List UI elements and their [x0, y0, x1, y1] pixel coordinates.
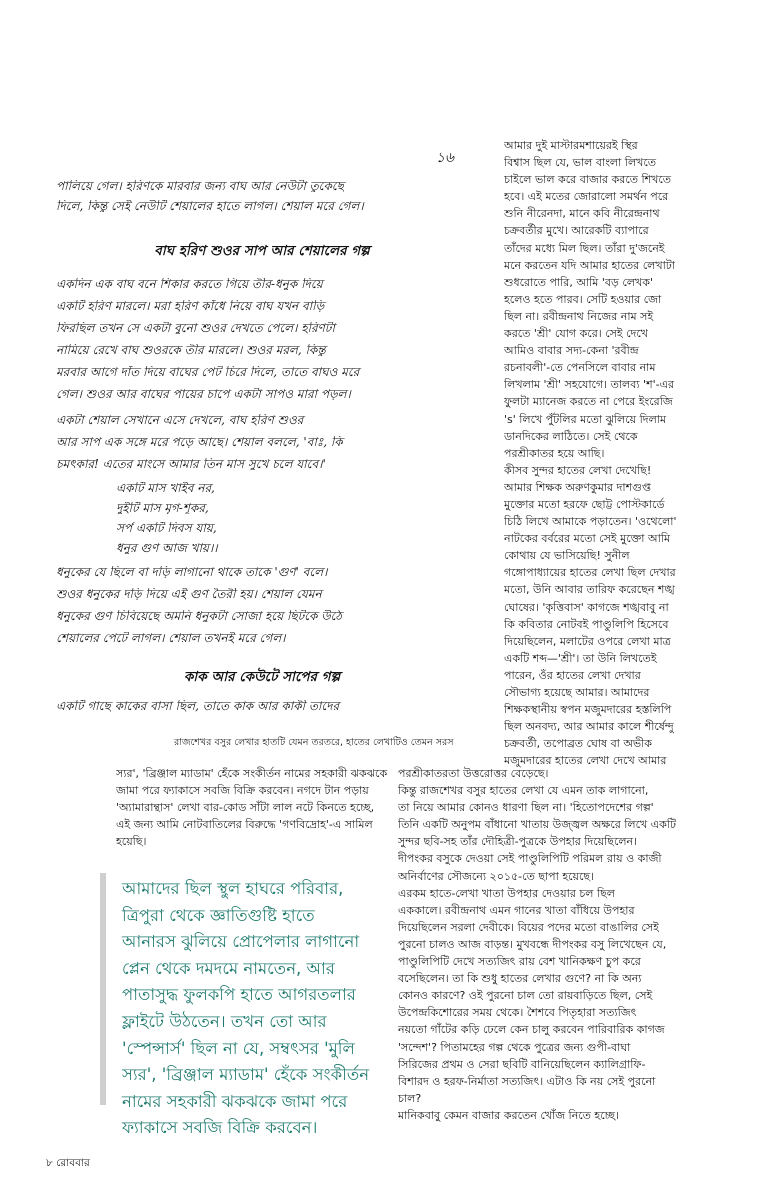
text-line: শিক্ষকস্থানীয় স্বপন মজুমদারের হস্তলিপি: [504, 703, 672, 717]
image-caption: রাজশেখর বসুর লেখার হাতটি যেমন তরতরে, হাতের লেখাটিও তেমন সরস: [174, 737, 454, 748]
text-line: মনে করতেন যদি আমার হাতের লেখাটা: [504, 258, 675, 272]
manuscript-line: একটি গাছে কাকের বাসা ছিল, তাতে কাক আর কাকী তাদের: [56, 700, 340, 712]
text-line: আমার দুই মাস্টারমশায়েরই স্থির: [504, 139, 638, 152]
text-line: উপেন্দ্রকিশোরের সময় থেকে। শৈশবে পিতৃহারা সত্যজিৎ: [398, 1006, 637, 1020]
text-line: গঙ্গোপাধ্যায়ের হাতের লেখা ছিল দেখার: [504, 566, 676, 580]
manuscript-verse-line: দুইটি মাস মৃগ-শূকর,: [116, 502, 209, 514]
text-line: মানিকবাবু কেমন বাজার করতেন খোঁজ নিতে হচ্ছে।: [398, 1108, 619, 1122]
text-line: 'সন্দেশ'? পিতামহের গল্প থেকে পুত্রের জন্য গুপী-বাঘা: [398, 1040, 631, 1054]
text-line: মুক্তোর মতো হরফে ছোট্ট পোস্টকার্ডে: [504, 497, 665, 511]
text-line: সৌভাগ্য হয়েছে আমার। আমাদের: [504, 686, 650, 699]
text-line: ডানদিকের লাঠিতে। সেই থেকে: [504, 429, 638, 443]
text-line: চাইলে ভাল করে বাজার করতে শিখতে: [504, 173, 672, 187]
text-line: আমার শিক্ষক অরুণকুমার দাশগুপ্ত: [504, 480, 651, 494]
text-line: চক্রবর্তীর মুখে। আরেকটি ব্যাপারে: [504, 224, 649, 238]
text-line: পরশ্রীকাতরতা উত্তরোত্তর বেড়েছে।: [398, 767, 549, 780]
text-line: হলেও হতে পারব। সেটি হওয়ার জো: [504, 292, 662, 306]
pull-quote-line: ফ্যাকাসে সবজি বিক্রি করবেন।: [122, 1118, 318, 1138]
text-line: কোনও কারণে? ওই পুরনো চাল তো রায়বাড়িতে ছিল, সেই: [398, 989, 653, 1003]
text-line: সিরিজের প্রথম ও সেরা ছবিটি বানিয়েছিলেন ক্যালিগ্রাফি-: [398, 1057, 646, 1071]
manuscript-line: একটি হরিণ মারলে। মরা হরিণ কাঁধে নিয়ে বাঘ যখন বাড়ি: [56, 300, 325, 312]
text-line: নাটকের বর্বরের মতো সেই মুক্তো আমি: [504, 532, 671, 546]
text-line: ঘোষের। 'কৃত্তিবাস' কাগজে শঙ্খবাবু না: [504, 600, 669, 614]
text-line: শুনি নীরেনদা, মানে কবি নীরেন্দ্রনাথ: [504, 207, 660, 221]
manuscript-line: নামিয়ে রেখে বাঘ শুওরকে তীর মারলে। শুওর মরল, কিন্তু: [56, 344, 326, 356]
pull-quote-line: আমাদের ছিল স্থুল হাঘরে পরিবার,: [122, 879, 344, 898]
text-line: পরশ্রীকাতর হয়ে আছি।: [504, 446, 605, 460]
text-line: চক্রবর্তী, তপোব্রত ঘোষ বা অভীক: [504, 737, 652, 751]
text-line: ছিল অনবদ্য, আর আমার কালে শীর্ষেন্দু: [504, 720, 674, 734]
manuscript-line: দিলে, কিন্তু সেই নেউটি শেয়ালের হাতে লাগল। শেয়াল মরে গেল।: [56, 200, 364, 212]
manuscript-line: একদিন এক বাঘ বনে শিকার করতে গিয়ে তীর-ধনুক দিয়ে: [56, 278, 323, 290]
text-line: স্যর', 'ব্রিঞ্জাল ম্যাডাম' হেঁকে সংকীর্তন নামের সহকারী ঝকঝকে: [116, 767, 388, 780]
text-line: মতো, উনি আবার তারিফ করেছেন শঙ্খ: [504, 583, 675, 597]
text-line: এককালে। রবীন্দ্রনাথ এমন গানের খাতা বাঁধিয়ে উপহার: [398, 903, 635, 917]
text-line: হয়েছি।: [116, 835, 147, 849]
text-line: অনির্বাণের সৌজন্যে ২০১৫-তে ছাপা হয়েছে।: [398, 869, 595, 883]
manuscript-line: আর সাপ এক সঙ্গে মরে পড়ে আছে। শেয়াল বললে, 'বাঃ, কি: [56, 436, 343, 448]
text-line: দীপংকর বসুকে দেওয়া সেই পাণ্ডুলিপিটি পরিমল রায় ও কাজী: [398, 852, 662, 866]
text-line: বিশ্বাস ছিল যে, ভাল বাংলা লিখতে: [504, 156, 657, 170]
manuscript-verse-line: একটি মাস খাইব নর,: [116, 482, 215, 494]
text-line: এই জন্য আমি নোটবাতিলের বিরুদ্ধে 'গণবিদ্রোহ'-এ সামিল: [116, 818, 373, 832]
text-line: হবে। এই মতের জোরালো সমর্থন পরে: [504, 190, 669, 204]
manuscript-story-title: বাঘ হরিণ শুওর সাপ আর শেয়ালের গল্প: [154, 243, 370, 259]
manuscript-line: ফিরছিল তখন সে একটা বুনো শুওর দেখতে পেলে। হরিণটা: [56, 322, 335, 334]
text-line: দিয়েছিলেন সরলা দেবীকে। বিয়ের পদের মতো বাঙালির সেই: [398, 920, 659, 934]
text-line: কোথায় যে ভাসিয়েছি! সুনীল: [504, 549, 630, 563]
bottom-right-text: [398, 765, 758, 1124]
pull-quote-line: পাতাসুদ্ধ ফুলকপি হাতে আগরতলার: [122, 985, 356, 1005]
pull-quote-line: স্যর', 'ব্রিঞ্জাল ম্যাডাম' হেঁকে সংকীর্তন: [122, 1065, 370, 1085]
text-line: পারেন, ওঁর হাতের লেখা দেখার: [504, 668, 641, 682]
text-line: সুন্দর ছবি-সহ তাঁর দৌহিত্রী-পুত্রকে উপহার দিয়েছিলেন।: [398, 835, 638, 849]
right-text-column: [504, 137, 750, 769]
text-line: তা নিয়ে আমার কোনও ধারণা ছিল না। 'হিতোপদেশের গল্প': [398, 801, 654, 815]
manuscript-line: গেল। শুওর আর বাঘের পায়ের চাপে একটা সাপও মারা পড়ল।: [56, 388, 351, 400]
manuscript-line: চমৎকার! এতের মাংসে আমার তিন মাস সুখে চলে যাবে।': [56, 458, 326, 470]
text-line: মজুমদারের হাতের লেখা দেখে আমার: [504, 754, 667, 768]
text-line: বসেছিলেন। তা কি শুধু হাতের লেখার গুণে? না কি অন্য: [398, 972, 642, 986]
text-line: তাঁদের মধ্যে মিল ছিল। তাঁরা দু'জনেই: [504, 241, 665, 255]
pull-quote-line: ফ্লাইটে উঠতেন। তখন তো আর: [122, 1011, 327, 1031]
text-line: আমিও বাবার সদ্য-কেনা 'রবীন্দ্র: [504, 344, 639, 358]
text-line: পাণ্ডুলিপিটি দেখে সত্যজিৎ রায় বেশ খানিকক্ষণ চুপ করে: [398, 955, 641, 969]
text-line: কীসব সুন্দর হাতের লেখা দেখেছি!: [504, 463, 652, 477]
pull-quote-line: প্লেন থেকে দমদমে নামতেন, আর: [122, 958, 335, 978]
pull-quote-line: আনারস ঝুলিয়ে প্রোপেলার লাগানো: [122, 932, 360, 952]
text-line: দিয়েছিলেন, মলাটের ওপরে লেখা মাত্র: [504, 634, 671, 648]
text-line: লিখলাম 'শ্রী' সহযোগে। তালব্য 'শ'-এর: [504, 378, 674, 392]
text-line: কি কবিতার নোটবই পাণ্ডুলিপি হিসেবে: [504, 617, 669, 631]
text-line: 'অ্যামারান্থাস' লেখা বার-কোড সাঁটা লাল নটে কিনতে হচ্ছে,: [116, 801, 375, 815]
manuscript-story-title: কাক আর কেউটে সাপের গল্প: [183, 669, 341, 685]
text-line: ফুলটা ম্যানেজ করতে না পেরে ইংরেজি: [504, 395, 673, 409]
manuscript-image: [26, 88, 498, 728]
pull-quote-line: ত্রিপুরা থেকে জ্ঞাতিগুষ্টি হাতে: [122, 905, 315, 925]
text-line: বিশারদ ও হরফ-নির্মাতা সত্যজিৎ। এটাও কি নয় সেই পুরনো: [398, 1074, 656, 1088]
manuscript-verse-line: ধনুর গুণ আজ খায়।।: [116, 542, 218, 554]
pull-quote-bar: [100, 873, 106, 1105]
text-line: রচনাবলী'-তে পেনসিলে বাবার নাম: [504, 361, 656, 375]
text-line: তিনি একটি অনুপম বাঁধানো খাতায় উজ্জ্বল অক্ষরে লিখে একটি: [398, 818, 676, 832]
text-line: করতে 'শ্রী' যোগ করে। সেই দেখে: [504, 327, 649, 341]
text-line: নয়তো গাঁটের কড়ি ঢেলে কেন চালু করবেন পারিবারিক কাগজ: [398, 1023, 665, 1037]
text-line: জামা পরে ফ্যাকাসে সবজি বিক্রি করবেন। নগদে টান পড়ায়: [116, 784, 369, 798]
manuscript-line: একটা শেয়াল সেখানে এসে দেখলে, বাঘ হরিণ শুওর: [56, 414, 304, 426]
text-line: শুধরোতে পারি, আমি 'বড় লেখক': [504, 275, 653, 289]
manuscript-line: ধনুকের গুণ চিবিয়েছে অমনি ধনুকটা সোজা হয়ে ছিটকে উঠে: [56, 610, 342, 622]
page-footer: ৮ রোববার: [46, 1157, 90, 1169]
manuscript-line: মরবার আগে দাঁত দিয়ে বাঘের পেট চিরে দিলে, তাতে বাঘও মরে: [56, 366, 360, 378]
pull-quote-line: 'স্পেন্সার্স' ছিল না যে, সম্বৎসর 'মুলি: [122, 1038, 355, 1058]
pull-quote: [122, 876, 394, 1142]
text-line: পুরনো চালও আজ বাড়ন্ত। মুখবন্ধে দীপংকর বসু লিখেছেন যে,: [398, 937, 667, 951]
manuscript-line: শেয়ালের পেটে লাগল। শেয়াল তখনই মরে গেল।: [56, 632, 286, 644]
manuscript-line: শুওর ধনুকের দড়ি দিয়ে এই গুণ তৈরী হয়। শেয়াল যেমন: [56, 588, 322, 600]
pull-quote-line: নামের সহকারী ঝকঝকে জামা পরে: [122, 1091, 348, 1111]
text-line: চিঠি লিখে আমাকে পড়াতেন। 'ওথেলো': [504, 515, 677, 529]
text-line: চাল?: [398, 1091, 422, 1105]
text-line: 's' লিখে পুঁটলির মতো ঝুলিয়ে দিলাম: [504, 412, 667, 426]
text-line: এরকম হাতে-লেখা খাতা উপহার দেওয়ার চল ছিল: [398, 886, 615, 900]
text-line: একটি শব্দ—'শ্রী'। তা উনি লিখতেই: [504, 651, 657, 665]
text-line: ছিল না। রবীন্দ্রনাথ নিজের নাম সই: [504, 309, 654, 323]
manuscript-line: ধনুকের যে ছিলে বা দড়ি লাগানো থাকে তাকে 'গুণ' বলে।: [56, 566, 328, 578]
manuscript-page-number: ১৬: [435, 150, 454, 166]
manuscript-line: পালিয়ে গেল। হরিণকে মারবার জন্য বাঘ আর নেউটা তুকেছে: [56, 180, 344, 192]
text-line: কিন্তু রাজশেখর বসুর হাতের লেখা যে এমন তাক লাগানো,: [398, 784, 649, 798]
manuscript-verse-line: সর্প একটি দিবস যায়,: [116, 522, 217, 534]
